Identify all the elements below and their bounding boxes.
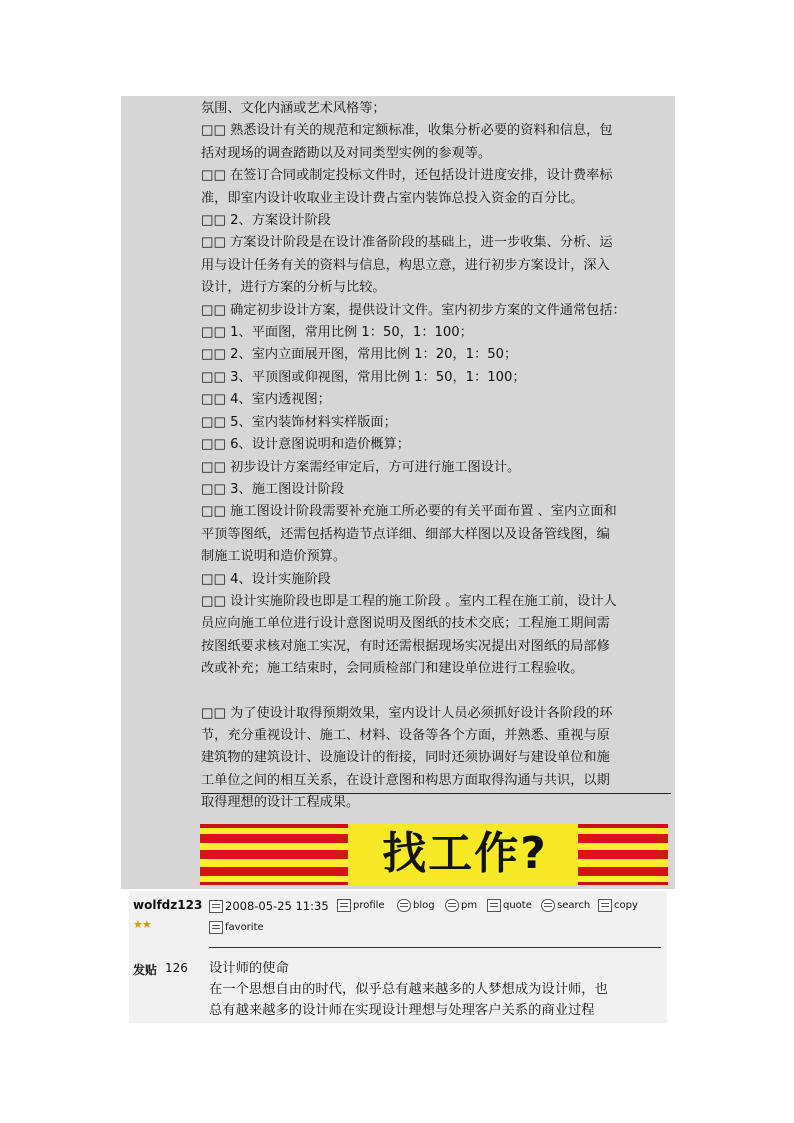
copy-label: copy xyxy=(614,900,638,911)
search-label: search xyxy=(557,900,591,911)
text-line: 氛围、文化内涵或艺术风格等； xyxy=(201,101,386,116)
search-button[interactable] xyxy=(541,899,590,912)
text-line: □□ 熟悉设计有关的规范和定额标准，收集分析必要的资料和信息，包 xyxy=(201,123,613,139)
job-banner-ad[interactable] xyxy=(200,824,668,885)
text-line: 制施工说明和造价预算。 xyxy=(201,549,347,565)
text-line: □□ 6、设计意图说明和造价概算； xyxy=(201,437,410,453)
pm-label: pm xyxy=(461,900,478,911)
text-line: □□ 2、室内立面展开图，常用比例 1：20，1：50； xyxy=(201,347,518,363)
blog-button[interactable] xyxy=(397,899,435,912)
search-icon xyxy=(541,899,555,912)
text-line: □□ 方案设计阶段是在设计准备阶段的基础上，进一步收集、分析、运 xyxy=(201,235,613,251)
copy-icon xyxy=(598,899,612,912)
text-line: 括对现场的调查踏勘以及对同类型实例的参观等。 xyxy=(201,145,492,161)
post-date xyxy=(209,899,329,913)
rank-stars-icon: ★★ xyxy=(133,918,151,931)
text-line: □□ 4、室内透视图； xyxy=(201,392,331,408)
reply-title: 设计师的使命 xyxy=(209,961,289,976)
text-line: 准，即室内设计收取业主设计费占室内装饰总投入资金的百分比。 xyxy=(201,190,584,206)
post-count: 126 xyxy=(165,961,188,975)
document-icon xyxy=(209,900,223,913)
text-line: □□ 初步设计方案需经审定后，方可进行施工图设计。 xyxy=(201,459,521,475)
text-line: □□ 1、平面图，常用比例 1：50，1：100； xyxy=(201,325,473,341)
blog-label: blog xyxy=(413,900,435,911)
reply-line: 在一个思想自由的时代，似乎总有越来越多的人梦想成为设计师，也 xyxy=(209,982,608,997)
text-line: □□ 为了使设计取得预期效果，室内设计人员必须抓好设计各阶段的环 xyxy=(201,705,613,721)
profile-icon xyxy=(337,899,351,912)
post-body xyxy=(201,98,679,815)
blank-line xyxy=(201,681,679,703)
text-line: 工单位之间的相互关系，在设计意图和构思方面取得沟通与共识，以期 xyxy=(201,772,610,788)
message-icon xyxy=(445,899,459,912)
text-line: 按图纸要求核对施工实况，有时还需根据现场实况提出对图纸的局部修 xyxy=(201,638,610,654)
text-line: □□ 3、施工图设计阶段 xyxy=(201,481,345,497)
pm-button[interactable] xyxy=(445,899,477,912)
favorite-button[interactable] xyxy=(209,921,264,934)
text-line: 建筑物的建筑设计、设施设计的衔接，同时还须协调好与建设单位和施 xyxy=(201,750,610,766)
reply-body xyxy=(209,958,661,1021)
text-line: □□ 2、方案设计阶段 xyxy=(201,213,331,229)
divider xyxy=(209,947,661,948)
text-line: □□ 确定初步设计方案，提供设计文件。室内初步方案的文件通常包括： xyxy=(201,302,626,318)
username[interactable]: wolfdz123 xyxy=(133,898,203,912)
post-date-text: 2008-05-25 11:35 xyxy=(225,899,329,913)
post-toolbar xyxy=(209,896,649,936)
text-line: □□ 4、设计实施阶段 xyxy=(201,571,331,587)
post-count-label: 发贴 xyxy=(133,963,158,977)
text-line: □□ 设计实施阶段也即是工程的施工阶段 。室内工程在施工前，设计人 xyxy=(201,593,617,609)
banner-text: 找工作? xyxy=(382,828,548,879)
text-line: 设计，进行方案的分析与比较。 xyxy=(201,280,386,296)
text-line: 改或补充；施工结束时，会同质检部门和建设单位进行工程验收。 xyxy=(201,661,584,677)
quote-icon xyxy=(487,899,501,912)
forum-post xyxy=(121,96,675,889)
quote-button[interactable] xyxy=(487,899,532,912)
profile-button[interactable] xyxy=(337,899,385,912)
text-line: 员应向施工单位进行设计意图说明及图纸的技术交底；工程施工期间需 xyxy=(201,616,610,632)
forum-post-reply xyxy=(129,891,667,1023)
copy-button[interactable] xyxy=(598,899,638,912)
globe-icon xyxy=(397,899,411,912)
text-line: 平顶等图纸，还需包括构造节点详细、细部大样图以及设备管线图，编 xyxy=(201,526,610,542)
favorite-label: favorite xyxy=(225,922,264,933)
text-line: □□ 施工图设计阶段需要补充施工所必要的有关平面布置 、室内立面和 xyxy=(201,504,617,520)
text-line: 用与设计任务有关的资料与信息，构思立意，进行初步方案设计，深入 xyxy=(201,257,610,273)
favorite-icon xyxy=(209,921,223,934)
text-line: 取得理想的设计工程成果。 xyxy=(201,795,360,811)
text-line: □□ 5、室内装饰材料实样版面； xyxy=(201,414,397,430)
text-line: 节，充分重视设计、施工、材料、设备等各个方面，并熟悉、重视与原 xyxy=(201,727,610,743)
text-line: □□ 在签订合同或制定投标文件时，还包括设计进度安排，设计费率标 xyxy=(201,168,613,184)
quote-label: quote xyxy=(503,900,532,911)
divider xyxy=(201,793,671,794)
text-line: □□ 3、平顶图或仰视图，常用比例 1：50，1：100； xyxy=(201,369,526,385)
reply-line: 总有越来越多的设计师在实现设计理想与处理客户关系的商业过程 xyxy=(209,1003,595,1018)
profile-label: profile xyxy=(353,900,385,911)
